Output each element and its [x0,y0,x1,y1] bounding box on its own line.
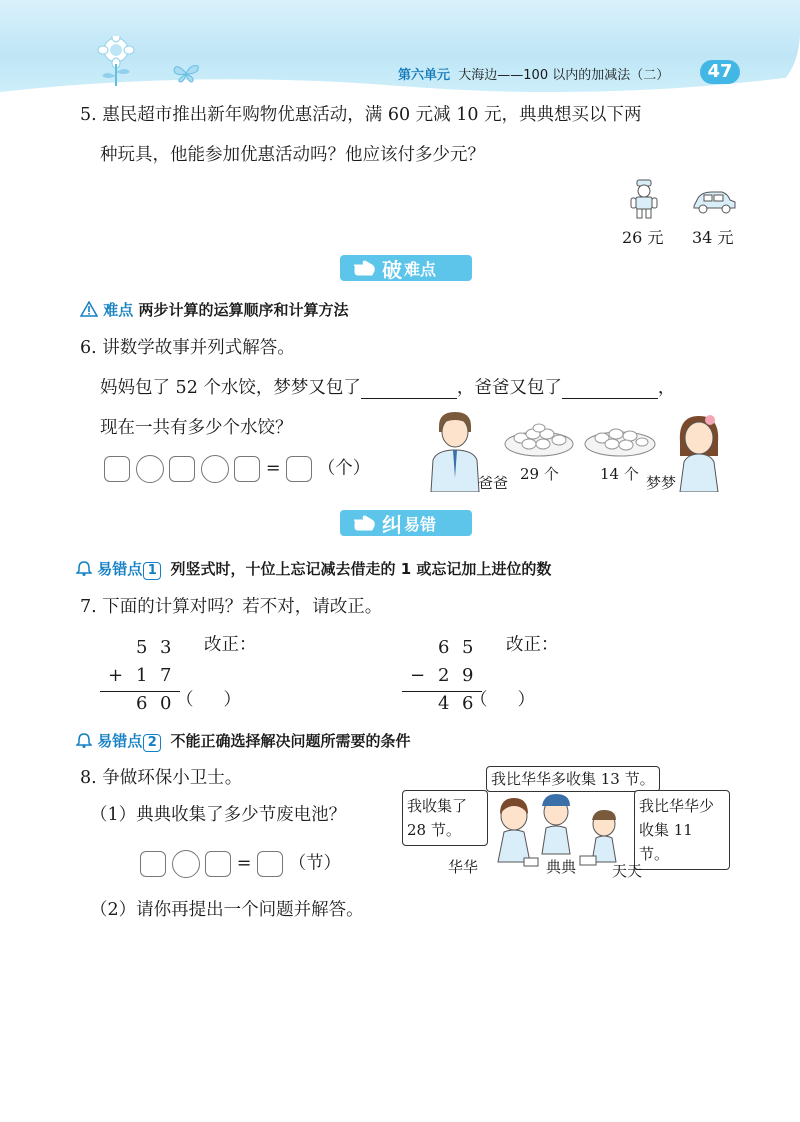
q8-sub2: （2）请你再提出一个问题并解答。 [90,900,364,920]
mengmeng-answer-blank[interactable] [361,379,457,399]
calc1-fix-label: 改正： [204,635,257,655]
toy-car-icon [690,188,738,216]
q6-box-1[interactable] [104,456,130,482]
difficulty-label [80,299,349,320]
bubble-tiantian-line1: 我比华华少 [639,797,715,815]
q8-result-box[interactable] [257,851,283,877]
error-point-2-num: 2 [143,734,161,752]
calc2-result-tens: 4 [438,693,450,714]
calc2-top-ones: 5 [462,637,474,658]
paren-close: ） [223,690,241,710]
butterfly-icon [172,62,202,84]
bubble-huahua-line1: 我收集了 [407,797,468,815]
calc1-top-tens: 5 [136,637,148,658]
q8-box-1[interactable] [140,851,166,877]
banner-errors-big: 纠 [382,512,402,537]
q6-equation [104,455,370,483]
paren-open: （ [176,690,194,710]
warning-icon [80,301,98,317]
calc1-judgement[interactable] [176,690,241,711]
calc2-operator: − [410,665,426,686]
bell-icon [76,732,92,748]
error-point-2-text: 不能正确选择解决问题所需要的条件 [170,732,411,750]
mengmeng-count: 14 个 [600,465,639,483]
q6-box-3[interactable] [234,456,260,482]
kids-collecting-batteries-icon [484,792,634,868]
banner-errors [340,510,472,536]
dad-figure-icon [425,408,485,492]
q6-story [100,378,675,399]
q6-box-2[interactable] [169,456,195,482]
unit-title [398,64,669,83]
calc1-bottom-tens: 1 [136,665,148,686]
unit-name: 大海边——100 以内的加减法（二） [458,68,670,83]
error-point-1-text: 列竖式时，十位上忘记减去借走的 1 或忘记加上进位的数 [170,560,552,578]
name-huahua: 华华 [448,858,479,876]
difficulty-tag: 难点 [103,301,134,319]
name-diandian: 典典 [546,858,577,876]
unit-number: 第六单元 [398,68,451,83]
paren-open: （ [470,690,488,710]
difficulty-text: 两步计算的运算顺序和计算方法 [138,301,349,319]
bell-icon [76,560,92,576]
pointing-hand-icon [352,514,376,532]
q8-equation [140,850,341,878]
pointing-hand-icon [352,259,376,277]
q8-sub1: （1）典典收集了多少节废电池？ [90,805,347,825]
error-point-1 [76,558,551,580]
q6-operator-1[interactable] [136,455,164,483]
calc2-judgement[interactable] [470,690,535,711]
robot-toy-icon [628,178,660,220]
dad-answer-blank[interactable] [562,379,658,399]
q5-line1: 5. 惠民超市推出新年购物优惠活动，满 60 元减 10 元，典典想买以下两 [80,105,642,125]
dumpling-plate-2-icon [582,418,658,458]
error-point-1-tag: 易错点 [97,560,143,578]
calc2-bottom-tens: 2 [438,665,450,686]
bubble-tiantian [634,790,730,870]
banner-difficulty-text: 难点 [404,259,437,279]
q7-line1: 7. 下面的计算对吗？若不对，请改正。 [80,597,383,617]
paren-close: ） [517,690,535,710]
q6-story-part3: ， [657,378,676,398]
calc1-bottom-ones: 7 [160,665,172,686]
calc2-bottom-ones: 9 [462,665,474,686]
calc2-fix-label: 改正： [506,635,559,655]
q6-story-part2: ，爸爸又包了 [456,378,562,398]
banner-difficulty-big: 破 [382,257,402,282]
mengmeng-figure-icon [674,412,724,492]
calc1-line [100,691,180,692]
bubble-huahua [402,790,488,846]
q8-line1: 8. 争做环保小卫士。 [80,768,243,788]
calc1-top-ones: 3 [160,637,172,658]
error-point-1-num: 1 [143,562,161,580]
q6-unit: （个） [317,458,371,479]
banner-errors-text: 易错 [404,514,437,534]
name-tiantian: 天天 [612,862,643,880]
q6-equals: = [265,458,281,479]
q6-story-part1: 妈妈包了 52 个水饺，梦梦又包了 [100,378,361,398]
q8-unit: （节） [288,853,342,874]
dad-label: 爸爸 [478,474,509,492]
sunflower-icon [92,36,152,88]
q8-box-2[interactable] [205,851,231,877]
error-point-2 [76,730,411,752]
page-number: 47 [700,60,740,84]
q8-equals: = [236,853,252,874]
q6-line3: 现在一共有多少个水饺？ [100,418,293,438]
calc1-result-ones: 0 [160,693,172,714]
q5-line2: 种玩具，他能参加优惠活动吗？他应该付多少元？ [100,145,485,165]
banner-difficulty [340,255,472,281]
error-point-2-tag: 易错点 [97,732,143,750]
mengmeng-label: 梦梦 [646,474,677,492]
q6-line1: 6. 讲数学故事并列式解答。 [80,338,295,358]
calc2-top-tens: 6 [438,637,450,658]
q6-operator-2[interactable] [201,455,229,483]
q8-operator[interactable] [172,850,200,878]
bubble-diandian: 我比华华多收集 13 节。 [486,766,660,792]
dad-count: 29 个 [520,465,559,483]
dumpling-plate-1-icon [503,418,575,458]
bubble-tiantian-line2: 收集 11 节。 [639,821,693,863]
bubble-huahua-line2: 28 节。 [407,821,461,839]
q6-result-box[interactable] [286,456,312,482]
calc2-result-ones: 6 [462,693,474,714]
price-car: 34 元 [692,228,734,247]
price-robot: 26 元 [622,228,664,247]
calc1-result-tens: 6 [136,693,148,714]
calc1-operator: + [108,665,124,686]
